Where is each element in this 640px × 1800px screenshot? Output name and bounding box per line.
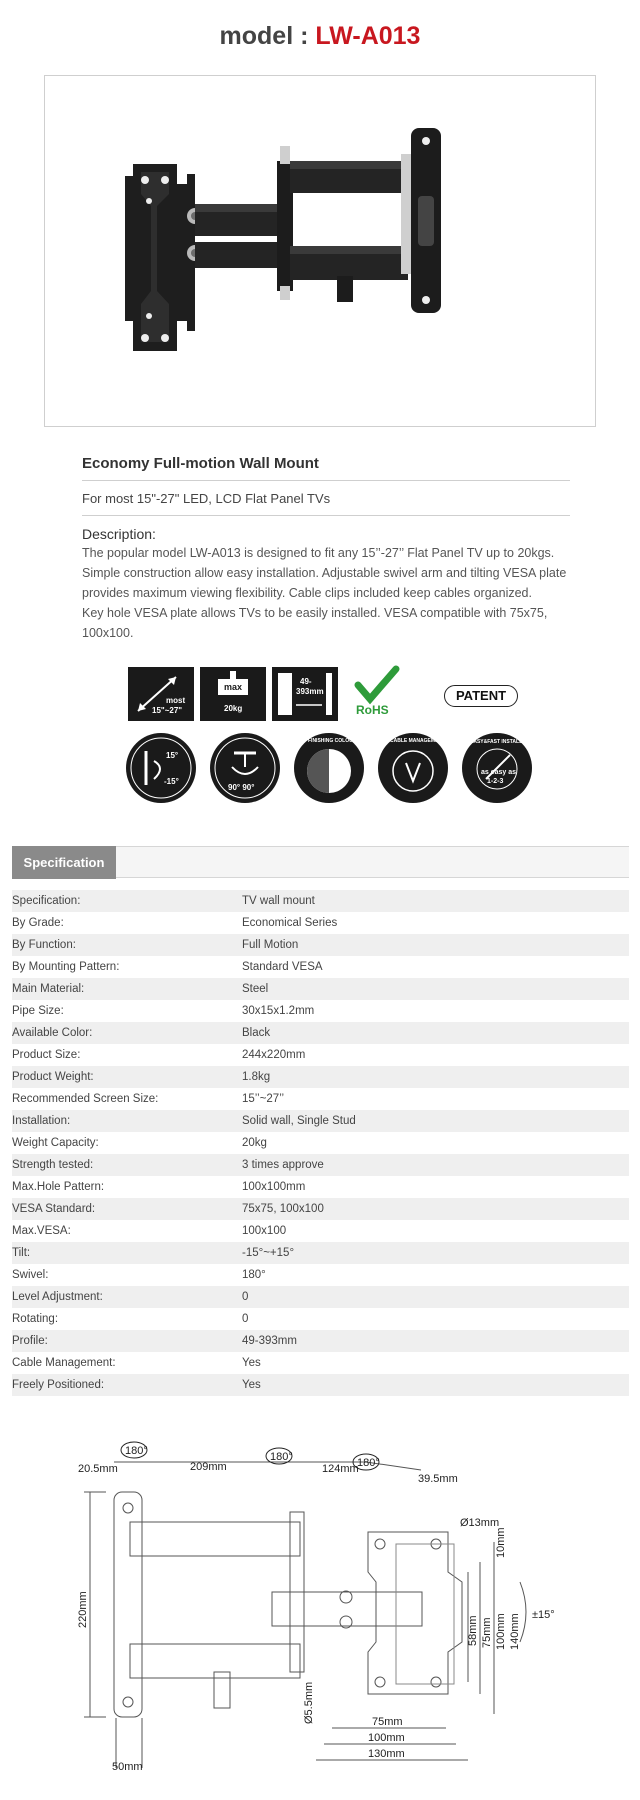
finishing-label: FINISHING COLOUR bbox=[308, 738, 357, 744]
table-row bbox=[12, 1242, 629, 1264]
table-row bbox=[12, 1308, 629, 1330]
tilt-icon bbox=[126, 733, 196, 803]
weight-bottom: 20kg bbox=[224, 704, 243, 713]
dim-label: 220mm bbox=[77, 1591, 89, 1628]
size-line2: 15"~27" bbox=[152, 706, 183, 715]
dim-label: 75mm bbox=[372, 1716, 403, 1728]
table-row bbox=[12, 1088, 629, 1110]
description-line: Simple construction allow easy installation. Adjustable swivel arm and tilting VESA plate bbox=[82, 566, 567, 580]
spec-value: Yes bbox=[242, 1357, 261, 1369]
tilt-down: -15° bbox=[164, 777, 179, 786]
specification-section bbox=[12, 846, 629, 1396]
spec-value: 3 times approve bbox=[242, 1159, 324, 1171]
dim-label: ±15° bbox=[532, 1609, 555, 1621]
spec-key: Main Material: bbox=[12, 983, 85, 995]
spec-key: By Function: bbox=[12, 939, 76, 951]
spec-key: Product Size: bbox=[12, 1049, 81, 1061]
dim-label: 130mm bbox=[368, 1748, 405, 1760]
spec-value: -15°~+15° bbox=[242, 1247, 295, 1259]
spec-key: Installation: bbox=[12, 1115, 71, 1127]
feature-icons bbox=[126, 665, 536, 805]
profile-icon bbox=[272, 667, 338, 721]
install-line1: as easy as bbox=[481, 769, 517, 776]
swivel-label: 90° 90° bbox=[228, 783, 255, 792]
table-row bbox=[12, 1044, 629, 1066]
spec-key: Cable Management: bbox=[12, 1357, 116, 1369]
spec-key: Recommended Screen Size: bbox=[12, 1093, 159, 1105]
model-prefix: model : bbox=[219, 22, 316, 50]
description-line: The popular model LW-A013 is designed to fit any 15’’-27’’ Flat Panel TV up to 20kgs. bbox=[82, 546, 555, 560]
description-line: Key hole VESA plate allows TVs to be easily installed. VESA compatible with 75x75, 100x100. bbox=[82, 606, 548, 640]
easy-installation-icon bbox=[462, 733, 538, 803]
dim-label: 100mm bbox=[495, 1613, 507, 1650]
profile-line2: 393mm bbox=[296, 687, 324, 696]
spec-value: TV wall mount bbox=[242, 895, 315, 907]
dim-label: 124mm bbox=[322, 1463, 359, 1475]
screen-size-icon bbox=[128, 667, 194, 721]
spec-key: Level Adjustment: bbox=[12, 1291, 103, 1303]
dim-label: 209mm bbox=[190, 1461, 227, 1473]
spec-value: Steel bbox=[242, 983, 269, 995]
table-row bbox=[12, 1022, 629, 1044]
spec-value: Black bbox=[242, 1027, 271, 1039]
tab-specification[interactable]: Specification bbox=[12, 846, 116, 879]
table-row bbox=[12, 1330, 629, 1352]
spec-value: 15’’~27’’ bbox=[242, 1093, 285, 1105]
spec-value: 100x100mm bbox=[242, 1181, 306, 1193]
table-row bbox=[12, 1198, 629, 1220]
rohs-icon bbox=[352, 665, 402, 723]
cable-label: CABLE MANAGEMENT bbox=[390, 738, 445, 744]
spec-value: 100x100 bbox=[242, 1225, 287, 1237]
spec-key: Max.VESA: bbox=[12, 1225, 71, 1237]
spec-key: Pipe Size: bbox=[12, 1005, 64, 1017]
spec-value: Economical Series bbox=[242, 917, 338, 929]
spec-value: 1.8kg bbox=[242, 1071, 271, 1083]
spec-key: VESA Standard: bbox=[12, 1203, 96, 1215]
spec-tab-bar bbox=[12, 846, 629, 878]
description-line: provides maximum viewing flexibility. Cable clips included keep cables organized. bbox=[82, 586, 532, 600]
spec-key: Strength tested: bbox=[12, 1159, 94, 1171]
table-row bbox=[12, 1264, 629, 1286]
table-row bbox=[12, 1220, 629, 1242]
swivel-icon bbox=[210, 733, 280, 803]
spec-value: Solid wall, Single Stud bbox=[242, 1115, 356, 1127]
spec-table bbox=[12, 890, 629, 1396]
product-name: Economy Full-motion Wall Mount bbox=[82, 455, 570, 481]
table-row bbox=[12, 1154, 629, 1176]
spec-key: Specification: bbox=[12, 895, 81, 907]
table-row bbox=[12, 1066, 629, 1088]
dim-label: 10mm bbox=[495, 1527, 507, 1558]
model-code: LW-A013 bbox=[315, 22, 421, 50]
dim-label: 100mm bbox=[368, 1732, 405, 1744]
spec-key: Rotating: bbox=[12, 1313, 59, 1325]
table-row bbox=[12, 1352, 629, 1374]
spec-value: Yes bbox=[242, 1379, 261, 1391]
spec-value: 244x220mm bbox=[242, 1049, 306, 1061]
spec-value: 180° bbox=[242, 1269, 266, 1281]
spec-key: Tilt: bbox=[12, 1247, 31, 1259]
dim-label: 20.5mm bbox=[78, 1463, 118, 1475]
description-text bbox=[82, 543, 570, 643]
wall-mount-image bbox=[45, 76, 595, 426]
install-ring: EASY&FAST INSTALLATION bbox=[470, 739, 538, 745]
table-row bbox=[12, 1110, 629, 1132]
spec-value: 49-393mm bbox=[242, 1335, 297, 1347]
table-row bbox=[12, 1176, 629, 1198]
dimension-drawing bbox=[76, 1432, 596, 1777]
spec-key: By Grade: bbox=[12, 917, 64, 929]
product-fit: For most 15"-27" LED, LCD Flat Panel TVs bbox=[82, 481, 570, 516]
spec-value: 20kg bbox=[242, 1137, 267, 1149]
table-row bbox=[12, 1374, 629, 1396]
product-info bbox=[82, 455, 570, 643]
spec-value: 30x15x1.2mm bbox=[242, 1005, 315, 1017]
table-row bbox=[12, 890, 629, 912]
dim-label: Ø13mm bbox=[460, 1517, 500, 1529]
spec-key: Max.Hole Pattern: bbox=[12, 1181, 105, 1193]
table-row bbox=[12, 912, 629, 934]
spec-key: Weight Capacity: bbox=[12, 1137, 99, 1149]
table-row bbox=[12, 956, 629, 978]
cable-management-icon bbox=[378, 733, 448, 803]
page-title bbox=[0, 22, 640, 51]
spec-key: Freely Positioned: bbox=[12, 1379, 105, 1391]
weight-top: max bbox=[224, 682, 243, 692]
angle-label: 180° bbox=[125, 1445, 148, 1457]
table-row bbox=[12, 1286, 629, 1308]
finishing-colour-icon bbox=[294, 733, 364, 803]
table-row bbox=[12, 1000, 629, 1022]
dim-label: 75mm bbox=[481, 1617, 493, 1648]
table-row bbox=[12, 1132, 629, 1154]
dim-label: Ø5.5mm bbox=[303, 1681, 315, 1724]
dim-label: 50mm bbox=[112, 1761, 143, 1773]
profile-line1: 49- bbox=[300, 677, 312, 686]
patent-badge: PATENT bbox=[444, 685, 518, 707]
spec-value: 75x75, 100x100 bbox=[242, 1203, 324, 1215]
weight-icon bbox=[200, 667, 266, 721]
angle-label: 180° bbox=[270, 1451, 293, 1463]
spec-key: Available Color: bbox=[12, 1027, 93, 1039]
size-line1: most bbox=[166, 696, 186, 705]
table-row bbox=[12, 934, 629, 956]
spec-key: By Mounting Pattern: bbox=[12, 961, 120, 973]
spec-value: 0 bbox=[242, 1291, 249, 1303]
angle-label: 180° bbox=[357, 1457, 380, 1469]
technical-drawing bbox=[76, 1432, 596, 1777]
dim-label: 140mm bbox=[509, 1613, 521, 1650]
tilt-up: 15° bbox=[166, 751, 179, 760]
install-line2: 1-2-3 bbox=[487, 778, 504, 785]
spec-key: Product Weight: bbox=[12, 1071, 94, 1083]
spec-value: 0 bbox=[242, 1313, 249, 1325]
spec-key: Profile: bbox=[12, 1335, 48, 1347]
dim-label: 39.5mm bbox=[418, 1473, 458, 1485]
description-heading: Description: bbox=[82, 526, 156, 542]
dim-label: 58mm bbox=[467, 1615, 479, 1646]
spec-value: Standard VESA bbox=[242, 961, 323, 973]
rohs-label: RoHS bbox=[356, 703, 389, 717]
spec-value: Full Motion bbox=[242, 939, 299, 951]
table-row bbox=[12, 978, 629, 1000]
product-photo bbox=[44, 75, 596, 427]
spec-key: Swivel: bbox=[12, 1269, 49, 1281]
